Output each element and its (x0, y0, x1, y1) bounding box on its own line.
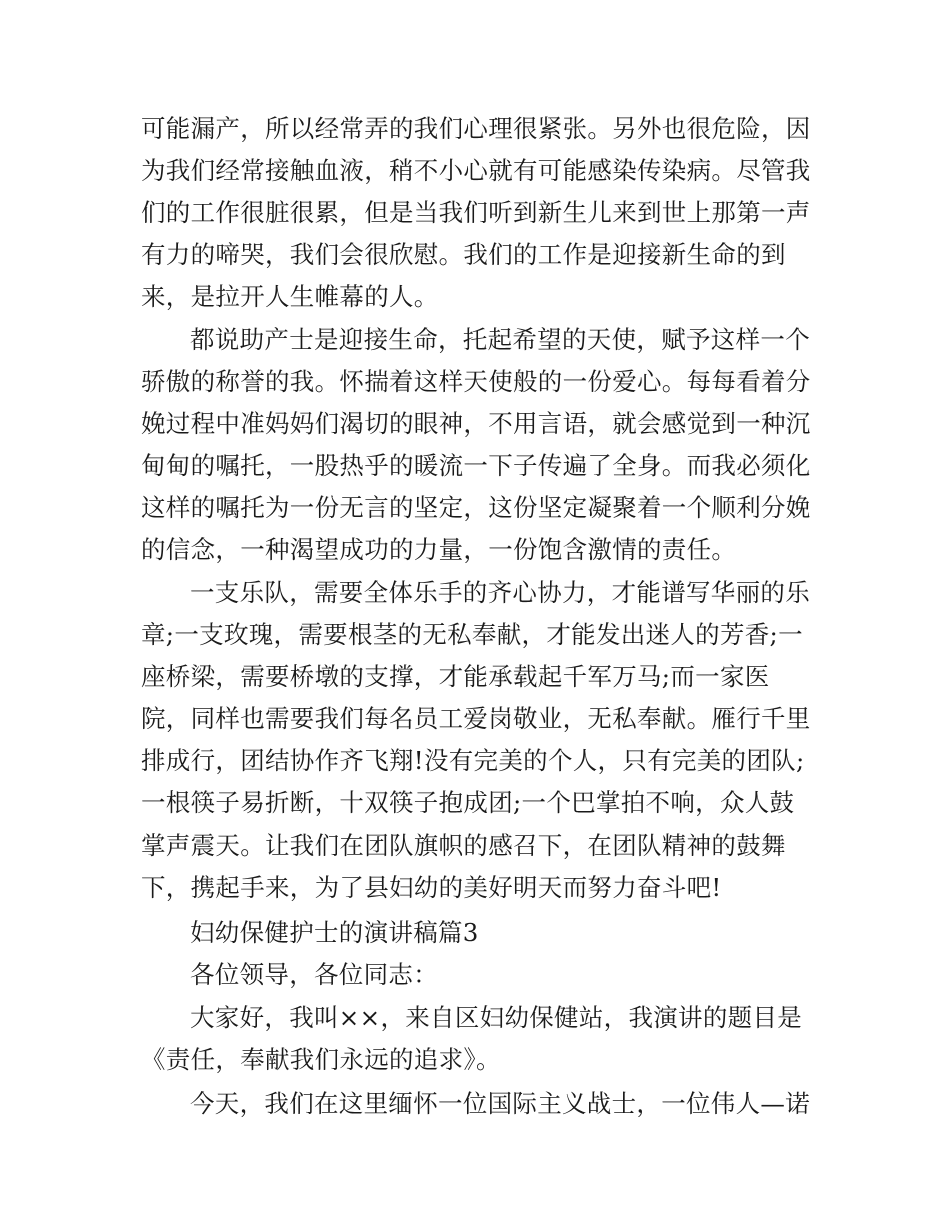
text-line: 骄傲的称誉的我。怀揣着这样天使般的一份爱心。每每看着分 (141, 367, 811, 396)
paragraph-first-line: 一支乐队，需要全体乐手的齐心协力，才能谱写华丽的乐 (190, 578, 810, 607)
text-line: 有力的啼哭，我们会很欣慰。我们的工作是迎接新生命的到 (141, 240, 786, 269)
text-line: 的信念，一种渴望成功的力量，一份饱含激情的责任。 (141, 535, 737, 564)
paragraph-first-line: 今天，我们在这里缅怀一位国际主义战士，一位伟人—诺 (190, 1089, 810, 1118)
text-line: 排成行，团结协作齐飞翔!没有完美的个人，只有完美的团队; (141, 746, 805, 775)
text-line: 章;一支玫瑰，需要根茎的无私奉献，才能发出迷人的芳香;一 (141, 620, 803, 649)
salutation: 各位领导，各位同志： (190, 960, 438, 989)
section-heading: 妇幼保健护士的演讲稿篇3 (190, 918, 479, 947)
text-line: 甸甸的嘱托，一股热乎的暖流一下子传遍了全身。而我必须化 (141, 451, 811, 480)
text-line: 可能漏产，所以经常弄的我们心理很紧张。另外也很危险，因 (141, 114, 811, 143)
text-line: 掌声震天。让我们在团队旗帜的感召下，在团队精神的鼓舞 (141, 831, 786, 860)
text-line: 《责任，奉献我们永远的追求》。 (141, 1045, 501, 1074)
paragraph-first-line: 都说助产士是迎接生命，托起希望的天使，赋予这样一个 (190, 325, 810, 354)
paragraph-first-line: 大家好，我叫××，来自区妇幼保健站，我演讲的题目是 (190, 1003, 803, 1032)
text-line: 座桥梁，需要桥墩的支撑，才能承载起千军万马;而一家医 (141, 662, 770, 691)
text-line: 下，携起手来，为了县妇幼的美好明天而努力奋斗吧! (141, 873, 722, 902)
text-line: 来，是拉开人生帷幕的人。 (141, 282, 439, 311)
text-line: 娩过程中准妈妈们渴切的眼神，不用言语，就会感觉到一种沉 (141, 409, 811, 438)
text-line: 院，同样也需要我们每名员工爱岗敬业，无私奉献。雁行千里 (141, 704, 811, 733)
text-line: 一根筷子易折断，十双筷子抱成团;一个巴掌拍不响，众人鼓 (141, 788, 795, 817)
text-line: 为我们经常接触血液，稍不小心就有可能感染传染病。尽管我 (141, 156, 811, 185)
text-line: 们的工作很脏很累，但是当我们听到新生儿来到世上那第一声 (141, 198, 811, 227)
text-line: 这样的嘱托为一份无言的坚定，这份坚定凝聚着一个顺利分娩 (141, 493, 811, 522)
